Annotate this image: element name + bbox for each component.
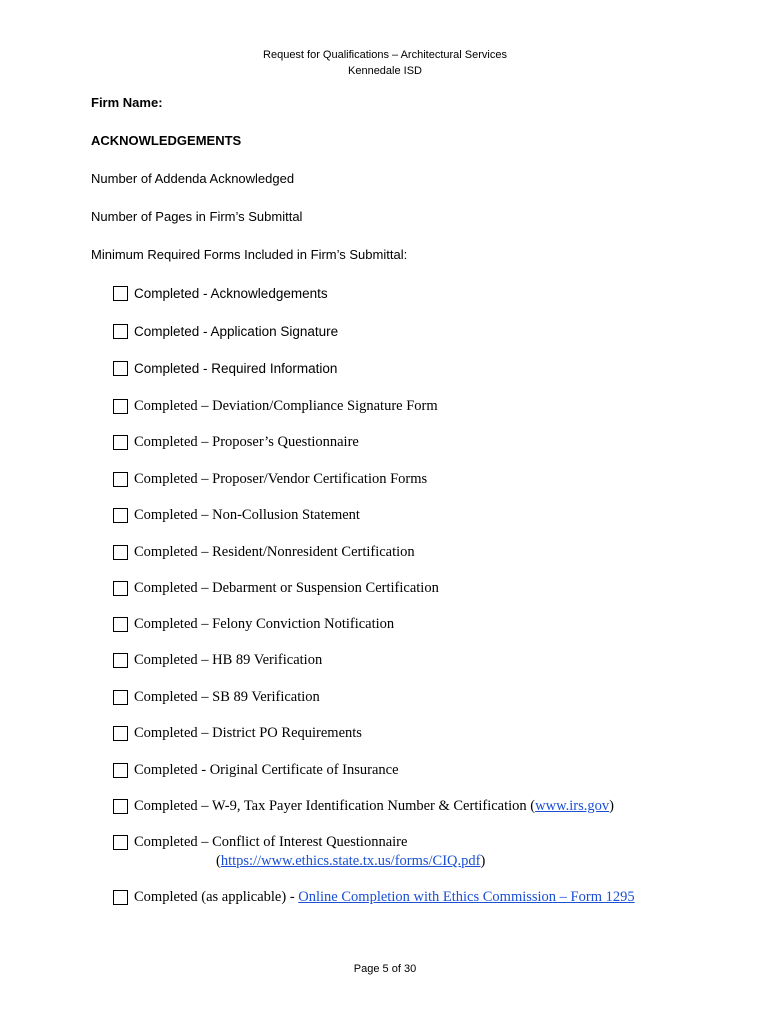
- checklist-item-label: Completed - Application Signature: [134, 323, 339, 339]
- checklist-item-application-signature: [113, 322, 338, 340]
- checklist-item-hb89-verification: [113, 651, 322, 669]
- checklist-item-label: Completed – Felony Conviction Notification: [134, 615, 395, 632]
- required-forms-label: Minimum Required Forms Included in Firm’s Submittal:: [91, 247, 408, 262]
- checklist-item-label: [134, 889, 635, 906]
- checkbox[interactable]: [113, 763, 128, 778]
- checklist-item-certificate-of-insurance: [113, 761, 399, 779]
- acknowledgements-heading: ACKNOWLEDGEMENTS: [91, 133, 242, 148]
- checklist-item-conflict-of-interest: [113, 833, 407, 851]
- checkbox[interactable]: [113, 835, 128, 850]
- checklist-item-label: Completed – HB 89 Verification: [134, 651, 323, 668]
- checkbox[interactable]: [113, 545, 128, 560]
- irs-link[interactable]: www.irs.gov: [535, 797, 610, 814]
- checklist-item-label: Completed – Debarment or Suspension Certification: [134, 579, 439, 596]
- checklist-item-label: Completed - Required Information: [134, 360, 338, 376]
- checkbox[interactable]: [113, 617, 128, 632]
- checkbox[interactable]: [113, 399, 128, 414]
- checkbox[interactable]: [113, 726, 128, 741]
- checkbox[interactable]: [113, 324, 128, 339]
- checklist-item-form-1295: [113, 888, 635, 906]
- ciq-link-line: [216, 852, 485, 870]
- checkbox[interactable]: [113, 435, 128, 450]
- checkbox[interactable]: [113, 653, 128, 668]
- checklist-item-felony-notification: [113, 615, 394, 633]
- checklist-item-label: Completed – District PO Requirements: [134, 724, 362, 741]
- checklist-item-label: Completed – Conflict of Interest Questionnaire: [134, 833, 408, 850]
- checklist-item-label: Completed - Original Certificate of Insurance: [134, 761, 399, 778]
- checklist-item-label: Completed – Deviation/Compliance Signature Form: [134, 397, 438, 414]
- checklist-item-district-po: [113, 724, 362, 742]
- header-district: Kennedale ISD: [348, 65, 422, 77]
- w9-text: Completed – W-9, Tax Payer Identification Number & Certification (: [134, 797, 536, 814]
- checkbox[interactable]: [113, 581, 128, 596]
- checklist-item-w9: [113, 797, 614, 815]
- ciq-prefix: (: [216, 853, 221, 869]
- checkbox[interactable]: [113, 508, 128, 523]
- checklist-item-acknowledgements: [113, 284, 328, 302]
- checklist-item-label: Completed – Resident/Nonresident Certification: [134, 543, 415, 560]
- checkbox[interactable]: [113, 361, 128, 376]
- checklist-item-label: Completed – Proposer’s Questionnaire: [134, 433, 359, 450]
- checklist-item-label: [134, 798, 614, 815]
- checklist-item-resident-certification: [113, 543, 415, 561]
- ethics-commission-link[interactable]: Online Completion with Ethics Commission – Form 1295: [298, 888, 635, 905]
- checklist-item-proposer-questionnaire: [113, 433, 359, 451]
- checkbox[interactable]: [113, 799, 128, 814]
- firm-name-label: Firm Name:: [91, 95, 163, 110]
- checklist-item-label: Completed – Non-Collusion Statement: [134, 506, 360, 523]
- page-number: Page 5 of 30: [353, 963, 417, 975]
- checklist-item-sb89-verification: [113, 688, 320, 706]
- ciq-suffix: ): [480, 853, 486, 869]
- checklist-item-debarment-certification: [113, 579, 439, 597]
- header-title: Request for Qualifications – Architectural Services: [263, 49, 507, 61]
- checklist-item-required-information: [113, 359, 337, 377]
- checklist-item-label: Completed – SB 89 Verification: [134, 688, 320, 705]
- pages-in-submittal-label: Number of Pages in Firm’s Submittal: [91, 209, 303, 224]
- checklist-item-non-collusion: [113, 506, 360, 524]
- checklist-item-vendor-certification: [113, 470, 427, 488]
- w9-suffix: ): [609, 797, 614, 814]
- ciq-link[interactable]: https://www.ethics.state.tx.us/forms/CIQ.pdf: [220, 853, 481, 869]
- checkbox[interactable]: [113, 690, 128, 705]
- checklist-item-label: Completed – Proposer/Vendor Certification Forms: [134, 470, 428, 487]
- checkbox[interactable]: [113, 890, 128, 905]
- addenda-acknowledged-label: Number of Addenda Acknowledged: [91, 171, 295, 186]
- checklist-item-deviation-compliance: [113, 397, 438, 415]
- form-1295-text: Completed (as applicable) -: [134, 888, 299, 905]
- checklist-item-label: Completed - Acknowledgements: [134, 285, 328, 301]
- checkbox[interactable]: [113, 286, 128, 301]
- checkbox[interactable]: [113, 472, 128, 487]
